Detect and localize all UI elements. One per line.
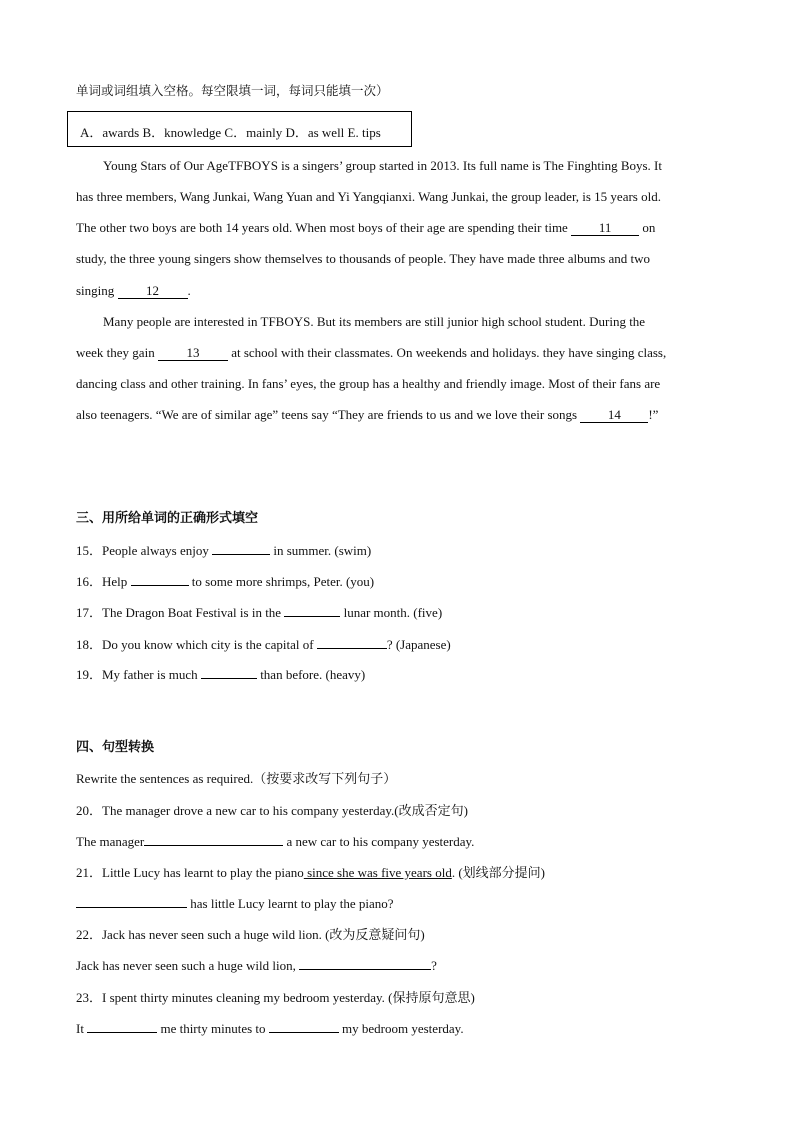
answer-text: me thirty minutes to <box>157 1021 269 1036</box>
passage-line: Many people are interested in TFBOYS. But its members are still junior high school student. During the <box>103 314 646 329</box>
question-text: 18．Do you know which city is the capital of <box>76 637 317 652</box>
blank-12[interactable]: 12 <box>118 284 188 299</box>
question-text: 15．People always enjoy <box>76 543 213 558</box>
question-text: . (划线部分提问) <box>451 865 545 880</box>
passage-line: dancing class and other training. In fans’ eyes, the group has a healthy and friendly image. Most of their fans are <box>76 376 661 391</box>
question-15 <box>76 543 371 559</box>
answer-blank-15[interactable] <box>212 554 270 555</box>
question-text: than before. (heavy) <box>256 667 366 682</box>
answer-text: It <box>76 1021 88 1036</box>
passage-text: also teenagers. “We are of similar age” teens say “They are friends to us and we love their songs <box>76 407 581 422</box>
question-18 <box>76 637 451 653</box>
question-text: 21．Little Lucy has learnt to play the piano <box>76 865 304 880</box>
question-21 <box>76 865 545 881</box>
question-17 <box>76 605 442 621</box>
answer-blank-21[interactable] <box>76 907 187 908</box>
answer-blank-16[interactable] <box>131 585 189 586</box>
answer-text: The manager <box>76 834 145 849</box>
question-text: in summer. (swim) <box>270 543 372 558</box>
answer-blank-22[interactable] <box>299 969 431 970</box>
blank-14[interactable]: 14 <box>580 408 648 423</box>
answer-text: Jack has never seen such a huge wild lion, <box>76 958 300 973</box>
passage-line <box>76 407 658 423</box>
section-4-instruction: Rewrite the sentences as required.（按要求改写下列句子） <box>76 771 397 786</box>
blank-11[interactable]: 11 <box>571 221 639 236</box>
underlined-phrase: since she was five years old <box>303 865 452 880</box>
answer-text: a new car to his company yesterday. <box>283 834 475 849</box>
blank-13[interactable]: 13 <box>158 346 228 361</box>
question-22: 22．Jack has never seen such a huge wild lion. (改为反意疑问句) <box>76 927 425 942</box>
passage-line: Young Stars of Our AgeTFBOYS is a singers’ group started in 2013. Its full name is The Finghting Boys. It <box>103 158 662 173</box>
answer-text: has little Lucy learnt to play the piano? <box>187 896 394 911</box>
section-3-title: 三、用所给单词的正确形式填空 <box>76 511 259 526</box>
passage-line: has three members, Wang Junkai, Wang Yuan and Yi Yangqianxi. Wang Junkai, the group leader, is 15 years old. <box>76 189 661 204</box>
passage-text: . <box>187 283 191 298</box>
passage-text: The other two boys are both 14 years old. When most boys of their age are spending their time <box>76 220 572 235</box>
answer-text: my bedroom yesterday. <box>338 1021 464 1036</box>
passage-text: on <box>639 220 656 235</box>
passage-line: study, the three young singers show themselves to thousands of people. They have made three albums and two <box>76 251 651 266</box>
word-bank-options: A．awards B．knowledge C．mainly D．as well E. tips <box>80 125 381 140</box>
answer-line-20 <box>76 834 474 850</box>
answer-blank-18[interactable] <box>317 648 387 649</box>
question-text: ? (Japanese) <box>386 637 451 652</box>
question-16 <box>76 574 374 590</box>
passage-text: !” <box>648 407 659 422</box>
question-23: 23．I spent thirty minutes cleaning my bedroom yesterday. (保持原句意思) <box>76 990 475 1005</box>
passage-text: at school with their classmates. On weekends and holidays. they have singing class, <box>227 345 667 360</box>
instruction-continuation: 单词或词组填入空格。每空限填一词，每词只能填一次） <box>76 83 389 98</box>
passage-text: week they gain <box>76 345 158 360</box>
passage-line <box>76 220 655 236</box>
question-20: 20．The manager drove a new car to his company yesterday.(改成否定句) <box>76 803 468 818</box>
question-19 <box>76 667 365 683</box>
answer-line-21 <box>76 896 394 912</box>
question-text: lunar month. (five) <box>340 605 443 620</box>
answer-blank-23b[interactable] <box>269 1032 339 1033</box>
question-text: 19．My father is much <box>76 667 201 682</box>
question-text: 17．The Dragon Boat Festival is in the <box>76 605 285 620</box>
passage-line <box>76 283 191 299</box>
answer-line-22 <box>76 958 437 974</box>
passage-line <box>76 345 666 361</box>
section-4-title: 四、句型转换 <box>76 740 155 755</box>
passage-text: singing <box>76 283 118 298</box>
question-text: 16．Help <box>76 574 131 589</box>
answer-blank-23a[interactable] <box>87 1032 157 1033</box>
answer-blank-17[interactable] <box>284 616 340 617</box>
answer-line-23 <box>76 1021 464 1037</box>
question-text: to some more shrimps, Peter. (you) <box>188 574 375 589</box>
word-bank-box <box>67 111 412 147</box>
answer-blank-19[interactable] <box>201 678 257 679</box>
answer-text: ? <box>431 958 437 973</box>
answer-blank-20[interactable] <box>144 845 283 846</box>
